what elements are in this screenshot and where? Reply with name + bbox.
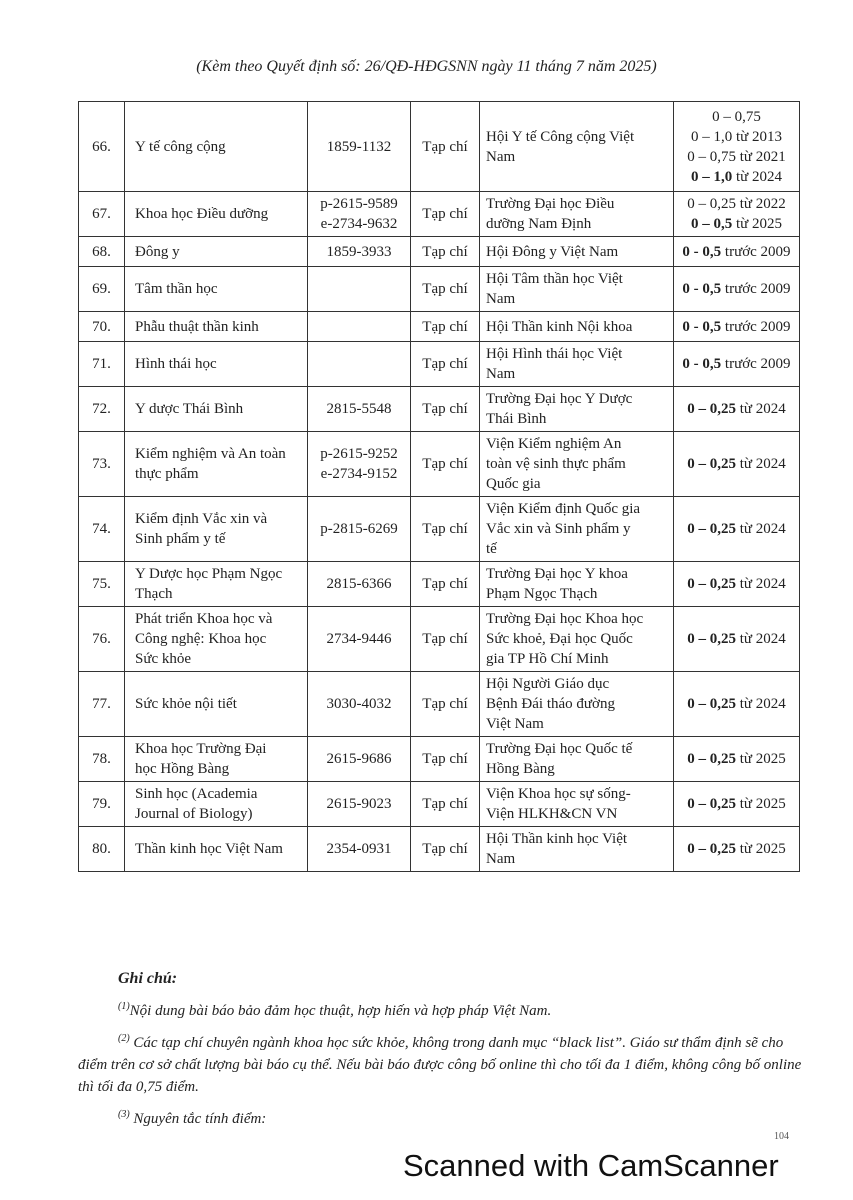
journal-name xyxy=(125,827,308,872)
score-range xyxy=(674,672,800,737)
score-bold: 0 – 0,25 xyxy=(687,796,736,812)
journal-name xyxy=(125,607,308,672)
document-header: (Kèm theo Quyết định số: 26/QĐ-HĐGSNN ngày 11 tháng 7 năm 2025) xyxy=(196,58,657,75)
issn-line: 2615-9686 xyxy=(326,751,392,767)
publication-type: Tạp chí xyxy=(411,312,480,342)
publisher xyxy=(480,192,674,237)
issn-line: 1859-1132 xyxy=(326,138,392,155)
row-number: 72. xyxy=(79,387,125,432)
publication-type: Tạp chí xyxy=(411,237,480,267)
publisher-line: dưỡng Nam Định xyxy=(486,216,592,232)
publication-type: Tạp chí xyxy=(411,102,480,192)
score-bold: 0 – 0,25 xyxy=(687,696,736,712)
note-2 xyxy=(78,1028,808,1098)
journal-name-line: học Hồng Bàng xyxy=(135,761,230,777)
score-range xyxy=(674,607,800,672)
row-number: 78. xyxy=(79,737,125,782)
journal-name xyxy=(125,387,308,432)
row-number: 79. xyxy=(79,782,125,827)
note-1-marker: (1) xyxy=(118,1001,130,1012)
score-text: 0 – 1,0 từ 2013 xyxy=(690,128,783,145)
publisher-line: Hội Hình thái học Việt xyxy=(486,346,623,362)
note-1-text: Nội dung bài báo bảo đảm học thuật, hợp hiến và hợp pháp Việt Nam. xyxy=(129,1003,552,1019)
score-bold: 0 - 0,5 xyxy=(682,356,722,372)
issn xyxy=(308,387,411,432)
issn-line: 2354-0931 xyxy=(326,841,392,857)
issn xyxy=(308,237,411,267)
score-bold: 0 – 0,25 xyxy=(687,456,736,472)
score-bold: 0 - 0,5 xyxy=(682,281,722,297)
score-range xyxy=(674,827,800,872)
row-number: 73. xyxy=(79,432,125,497)
score-line xyxy=(677,317,796,337)
table-row xyxy=(79,672,800,737)
score-range xyxy=(674,192,800,237)
score-bold: 0 – 0,25 xyxy=(687,521,736,537)
issn xyxy=(308,607,411,672)
publisher xyxy=(480,782,674,827)
journal-name xyxy=(125,192,308,237)
table-row xyxy=(79,342,800,387)
score-text: 0 – 0,75 xyxy=(712,108,761,125)
publisher-line: Nam xyxy=(486,291,516,307)
table-row xyxy=(79,827,800,872)
score-range xyxy=(674,497,800,562)
issn-line: 1859-3933 xyxy=(326,243,392,260)
issn xyxy=(308,312,411,342)
table-row xyxy=(79,267,800,312)
score-range xyxy=(674,387,800,432)
score-range xyxy=(674,432,800,497)
score-range xyxy=(674,737,800,782)
publisher xyxy=(480,342,674,387)
journal-name-line: Phẫu thuật thần kinh xyxy=(135,318,259,335)
score-line xyxy=(677,749,796,769)
table-row xyxy=(79,737,800,782)
note-2-marker: (2) xyxy=(118,1033,130,1044)
publisher-line: Viện Khoa học sự sống- xyxy=(486,786,631,802)
score-text: từ 2025 xyxy=(732,216,783,232)
table-row xyxy=(79,782,800,827)
journal-name-line: thực phẩm xyxy=(135,466,199,482)
score-range xyxy=(674,237,800,267)
score-text: 0 – 0,75 từ 2021 xyxy=(687,148,786,165)
issn-line: p-2615-9252 xyxy=(320,446,398,462)
score-line xyxy=(677,242,796,262)
table-row xyxy=(79,562,800,607)
publisher-line: Viện Kiểm nghiệm An xyxy=(486,436,622,452)
table-row xyxy=(79,432,800,497)
row-number: 76. xyxy=(79,607,125,672)
journal-name-line: Journal of Biology) xyxy=(135,806,253,822)
publication-type: Tạp chí xyxy=(411,827,480,872)
journal-name-line: Kiểm nghiệm và An toàn xyxy=(135,446,286,462)
table-row xyxy=(79,102,800,192)
publisher-line: Trường Đại học Khoa học xyxy=(486,611,644,627)
score-line xyxy=(677,107,796,127)
score-line xyxy=(677,694,796,714)
score-text: từ 2024 xyxy=(735,521,786,537)
publisher-line: Thái Bình xyxy=(486,411,547,427)
issn xyxy=(308,672,411,737)
journal-name xyxy=(125,497,308,562)
score-line xyxy=(677,279,796,299)
score-line xyxy=(677,399,796,419)
note-1 xyxy=(78,996,808,1022)
journal-name-line: Thần kinh học Việt Nam xyxy=(135,841,283,857)
publisher xyxy=(480,607,674,672)
journal-table xyxy=(78,101,800,872)
score-line xyxy=(677,839,796,859)
score-bold: 0 – 1,0 xyxy=(690,168,733,185)
issn xyxy=(308,562,411,607)
publication-type: Tạp chí xyxy=(411,267,480,312)
issn xyxy=(308,192,411,237)
publication-type: Tạp chí xyxy=(411,782,480,827)
publisher xyxy=(480,267,674,312)
score-line xyxy=(677,454,796,474)
score-text: từ 2025 xyxy=(735,796,786,812)
publisher-line: tế xyxy=(486,541,497,557)
issn-line: e-2734-9632 xyxy=(320,216,398,232)
score-bold: 0 – 0,25 xyxy=(687,576,736,592)
publisher-line: Sức khoẻ, Đại học Quốc xyxy=(486,631,633,647)
row-number: 75. xyxy=(79,562,125,607)
score-bold: 0 – 0,25 xyxy=(687,401,736,417)
journal-name-line: Sức khỏe xyxy=(135,651,192,667)
journal-name xyxy=(125,312,308,342)
score-bold: 0 – 0,25 xyxy=(687,751,736,767)
publisher xyxy=(480,387,674,432)
publisher xyxy=(480,102,674,192)
score-line xyxy=(677,214,796,234)
journal-table-body xyxy=(79,102,800,872)
journal-name xyxy=(125,782,308,827)
page-number: 104 xyxy=(774,1131,789,1142)
publication-type: Tạp chí xyxy=(411,737,480,782)
row-number: 74. xyxy=(79,497,125,562)
table-row xyxy=(79,387,800,432)
journal-name-line: Phát triển Khoa học và xyxy=(135,611,273,627)
issn-line: 2815-5548 xyxy=(326,401,392,417)
publisher-line: Hội Tâm thần học Việt xyxy=(486,271,623,287)
journal-name xyxy=(125,672,308,737)
publisher-line: gia TP Hồ Chí Minh xyxy=(486,651,609,667)
score-text: từ 2024 xyxy=(732,168,783,185)
score-range xyxy=(674,102,800,192)
publisher-line: Hội Thần kinh học Việt xyxy=(486,831,628,847)
journal-name xyxy=(125,737,308,782)
issn-line: 2815-6366 xyxy=(326,576,392,592)
publisher-line: Hội Đông y Việt Nam xyxy=(486,243,619,260)
notes-title: Ghi chú: xyxy=(118,970,178,987)
issn-line: p-2615-9589 xyxy=(320,196,398,212)
note-3-text: Nguyên tắc tính điểm: xyxy=(129,1111,267,1127)
journal-name-line: Y Dược học Phạm Ngọc xyxy=(135,566,283,582)
table-row xyxy=(79,607,800,672)
issn xyxy=(308,737,411,782)
score-line xyxy=(677,354,796,374)
publisher-line: Trường Đại học Quốc tế xyxy=(486,741,633,757)
note-3-marker: (3) xyxy=(118,1109,130,1120)
journal-name-line: Công nghệ: Khoa học xyxy=(135,631,267,647)
row-number: 70. xyxy=(79,312,125,342)
publisher-line: Việt Nam xyxy=(486,716,544,732)
row-number: 77. xyxy=(79,672,125,737)
score-bold: 0 - 0,5 xyxy=(682,318,722,335)
score-bold: 0 - 0,5 xyxy=(682,243,722,260)
score-text: 0 – 0,25 từ 2022 xyxy=(687,196,786,212)
score-range xyxy=(674,342,800,387)
publication-type: Tạp chí xyxy=(411,672,480,737)
publisher xyxy=(480,237,674,267)
publisher-line: Bệnh Đái tháo đường xyxy=(486,696,615,712)
publication-type: Tạp chí xyxy=(411,497,480,562)
journal-name-line: Sức khỏe nội tiết xyxy=(135,696,237,712)
publisher-line: Hội Y tế Công cộng Việt xyxy=(486,128,635,145)
journal-name-line: Kiểm định Vắc xin và xyxy=(135,511,268,527)
row-number: 80. xyxy=(79,827,125,872)
publisher xyxy=(480,432,674,497)
journal-name-line: Khoa học Trường Đại xyxy=(135,741,267,757)
issn xyxy=(308,827,411,872)
row-number: 67. xyxy=(79,192,125,237)
publisher xyxy=(480,827,674,872)
publisher-line: Viện HLKH&CN VN xyxy=(486,806,618,822)
publisher-line: Nam xyxy=(486,366,516,382)
journal-name-line: Y tế công cộng xyxy=(135,138,226,155)
score-bold: 0 – 0,5 xyxy=(690,216,733,232)
score-line xyxy=(677,167,796,187)
score-text: từ 2024 xyxy=(735,576,786,592)
score-text: từ 2025 xyxy=(735,841,786,857)
notes-section xyxy=(78,968,808,1130)
publisher-line: Vắc xin và Sinh phẩm y xyxy=(486,521,631,537)
issn-line: 3030-4032 xyxy=(326,696,392,712)
score-range xyxy=(674,312,800,342)
row-number: 69. xyxy=(79,267,125,312)
note-2-text: Các tạp chí chuyên ngành khoa học sức khỏe, không trong danh mục “black list”. Giáo sư thẩm định sẽ cho điểm trên cơ sở chất lượng bài báo cụ thể. Nếu bài báo được công bố online thì cho tối đa 1 điểm, không công bố online thì tối đa 0,75 điểm. xyxy=(78,1035,802,1095)
publisher xyxy=(480,497,674,562)
score-line xyxy=(677,147,796,167)
row-number: 68. xyxy=(79,237,125,267)
issn xyxy=(308,102,411,192)
score-line xyxy=(677,194,796,214)
issn xyxy=(308,782,411,827)
journal-name-line: Tâm thần học xyxy=(135,281,218,297)
journal-name xyxy=(125,237,308,267)
score-text: từ 2024 xyxy=(735,456,786,472)
publisher-line: Hội Người Giáo dục xyxy=(486,676,610,692)
score-bold: 0 – 0,25 xyxy=(687,841,736,857)
journal-name-line: Y dược Thái Bình xyxy=(135,401,244,417)
publisher-line: Hội Thần kinh Nội khoa xyxy=(486,318,633,335)
row-number: 66. xyxy=(79,102,125,192)
journal-name-line: Khoa học Điều dưỡng xyxy=(135,206,269,222)
camscanner-watermark: Scanned with CamScanner xyxy=(403,1148,779,1183)
table-row xyxy=(79,497,800,562)
issn xyxy=(308,432,411,497)
publisher-line: Hồng Bàng xyxy=(486,761,555,777)
score-line xyxy=(677,629,796,649)
publication-type: Tạp chí xyxy=(411,432,480,497)
score-text: trước 2009 xyxy=(721,318,791,335)
publisher-line: Nam xyxy=(486,148,516,165)
score-text: từ 2024 xyxy=(735,696,786,712)
journal-name-line: Sinh phẩm y tế xyxy=(135,531,226,547)
issn-line: p-2815-6269 xyxy=(320,521,398,537)
publisher xyxy=(480,562,674,607)
score-range xyxy=(674,267,800,312)
score-line xyxy=(677,574,796,594)
score-text: từ 2024 xyxy=(735,401,786,417)
table-row xyxy=(79,192,800,237)
publisher-line: Nam xyxy=(486,851,516,867)
score-text: từ 2025 xyxy=(735,751,786,767)
publisher xyxy=(480,312,674,342)
issn-line: 2615-9023 xyxy=(326,796,392,812)
publisher-line: toàn vệ sinh thực phẩm xyxy=(486,456,626,472)
publisher xyxy=(480,672,674,737)
journal-name-line: Hình thái học xyxy=(135,356,217,372)
score-range xyxy=(674,782,800,827)
score-bold: 0 – 0,25 xyxy=(687,631,736,647)
issn-line: 2734-9446 xyxy=(326,631,392,647)
journal-name-line: Sinh học (Academia xyxy=(135,786,258,802)
publication-type: Tạp chí xyxy=(411,607,480,672)
journal-name xyxy=(125,342,308,387)
table-row xyxy=(79,237,800,267)
score-line xyxy=(677,794,796,814)
score-text: từ 2024 xyxy=(735,631,786,647)
issn xyxy=(308,497,411,562)
score-text: trước 2009 xyxy=(721,356,791,372)
journal-name xyxy=(125,102,308,192)
journal-name-line: Đông y xyxy=(135,243,180,260)
publication-type: Tạp chí xyxy=(411,342,480,387)
score-range xyxy=(674,562,800,607)
journal-name xyxy=(125,562,308,607)
score-text: trước 2009 xyxy=(721,281,791,297)
publisher-line: Phạm Ngọc Thạch xyxy=(486,586,598,602)
journal-name xyxy=(125,432,308,497)
table-row xyxy=(79,312,800,342)
publisher-line: Quốc gia xyxy=(486,476,541,492)
score-line xyxy=(677,519,796,539)
publisher-line: Trường Đại học Y Dược xyxy=(486,391,633,407)
issn xyxy=(308,267,411,312)
publisher-line: Trường Đại học Y khoa xyxy=(486,566,628,582)
publication-type: Tạp chí xyxy=(411,387,480,432)
row-number: 71. xyxy=(79,342,125,387)
score-line xyxy=(677,127,796,147)
publisher-line: Viện Kiểm định Quốc gia xyxy=(486,501,641,517)
note-3 xyxy=(78,1104,808,1130)
issn xyxy=(308,342,411,387)
publication-type: Tạp chí xyxy=(411,562,480,607)
issn-line: e-2734-9152 xyxy=(320,466,398,482)
publisher xyxy=(480,737,674,782)
publication-type: Tạp chí xyxy=(411,192,480,237)
journal-name xyxy=(125,267,308,312)
publisher-line: Trường Đại học Điều xyxy=(486,196,615,212)
score-text: trước 2009 xyxy=(721,243,791,260)
journal-name-line: Thạch xyxy=(135,586,173,602)
